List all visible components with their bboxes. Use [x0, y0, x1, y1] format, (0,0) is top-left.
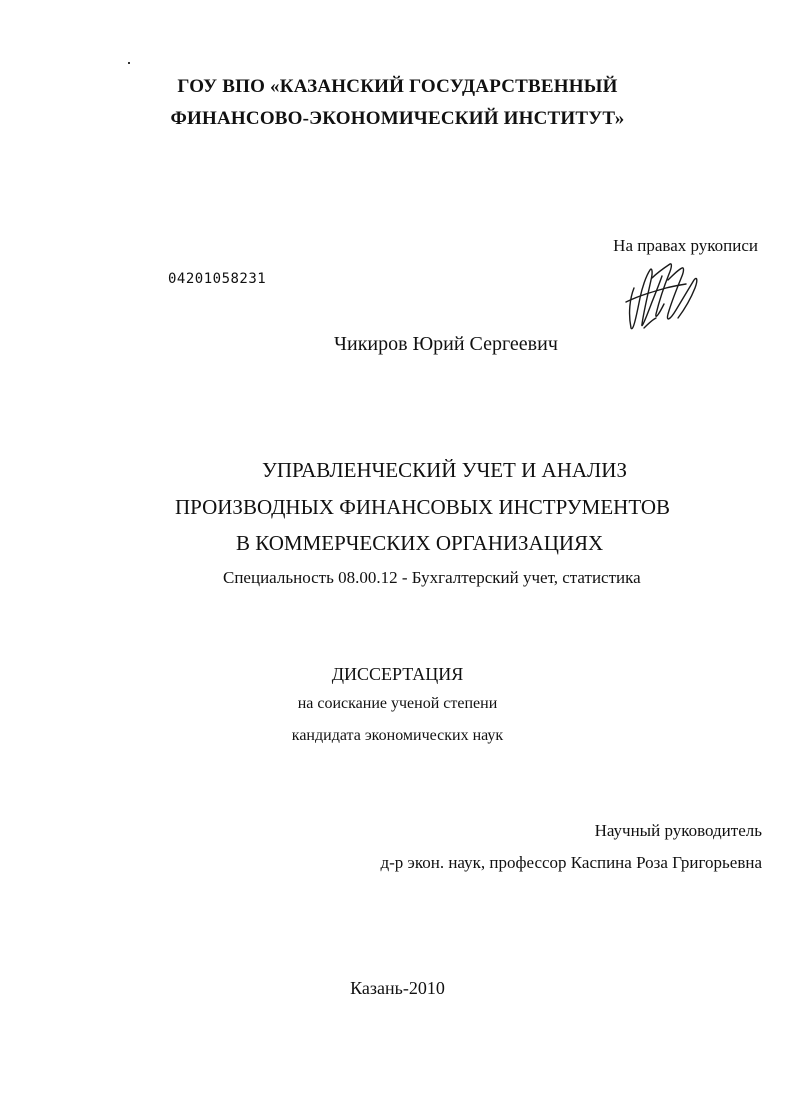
title-line-1: УПРАВЛЕНЧЕСКИЙ УЧЕТ И АНАЛИЗ	[262, 458, 627, 482]
supervisor-name: д-р экон. наук, профессор Каспина Роза Григорьевна	[380, 853, 762, 872]
author-signature-icon	[622, 258, 704, 338]
catalog-code: 04201058231	[168, 271, 267, 287]
specialty: Специальность 08.00.12 - Бухгалтерский учет, статистика	[223, 568, 641, 587]
institution-line-2: ФИНАНСОВО-ЭКОНОМИЧЕСКИЙ ИНСТИТУТ»	[170, 108, 625, 129]
author-name: Чикиров Юрий Сергеевич	[334, 333, 558, 355]
supervisor-label: Научный руководитель	[594, 821, 762, 840]
dissertation-degree-line-1: на соискание ученой степени	[297, 695, 498, 712]
title-line-3: В КОММЕРЧЕСКИХ ОРГАНИЗАЦИЯХ	[236, 531, 604, 555]
manuscript-note: На правах рукописи	[613, 236, 758, 255]
scan-speck	[128, 62, 130, 64]
title-line-2: ПРОИЗВОДНЫХ ФИНАНСОВЫХ ИНСТРУМЕНТОВ	[175, 495, 671, 519]
dissertation-label: ДИССЕРТАЦИЯ	[331, 664, 464, 684]
institution-line-1: ГОУ ВПО «КАЗАНСКИЙ ГОСУДАРСТВЕННЫЙ	[177, 76, 618, 97]
city-year: Казань-2010	[350, 978, 445, 998]
dissertation-degree-line-2: кандидата экономических наук	[291, 727, 504, 744]
